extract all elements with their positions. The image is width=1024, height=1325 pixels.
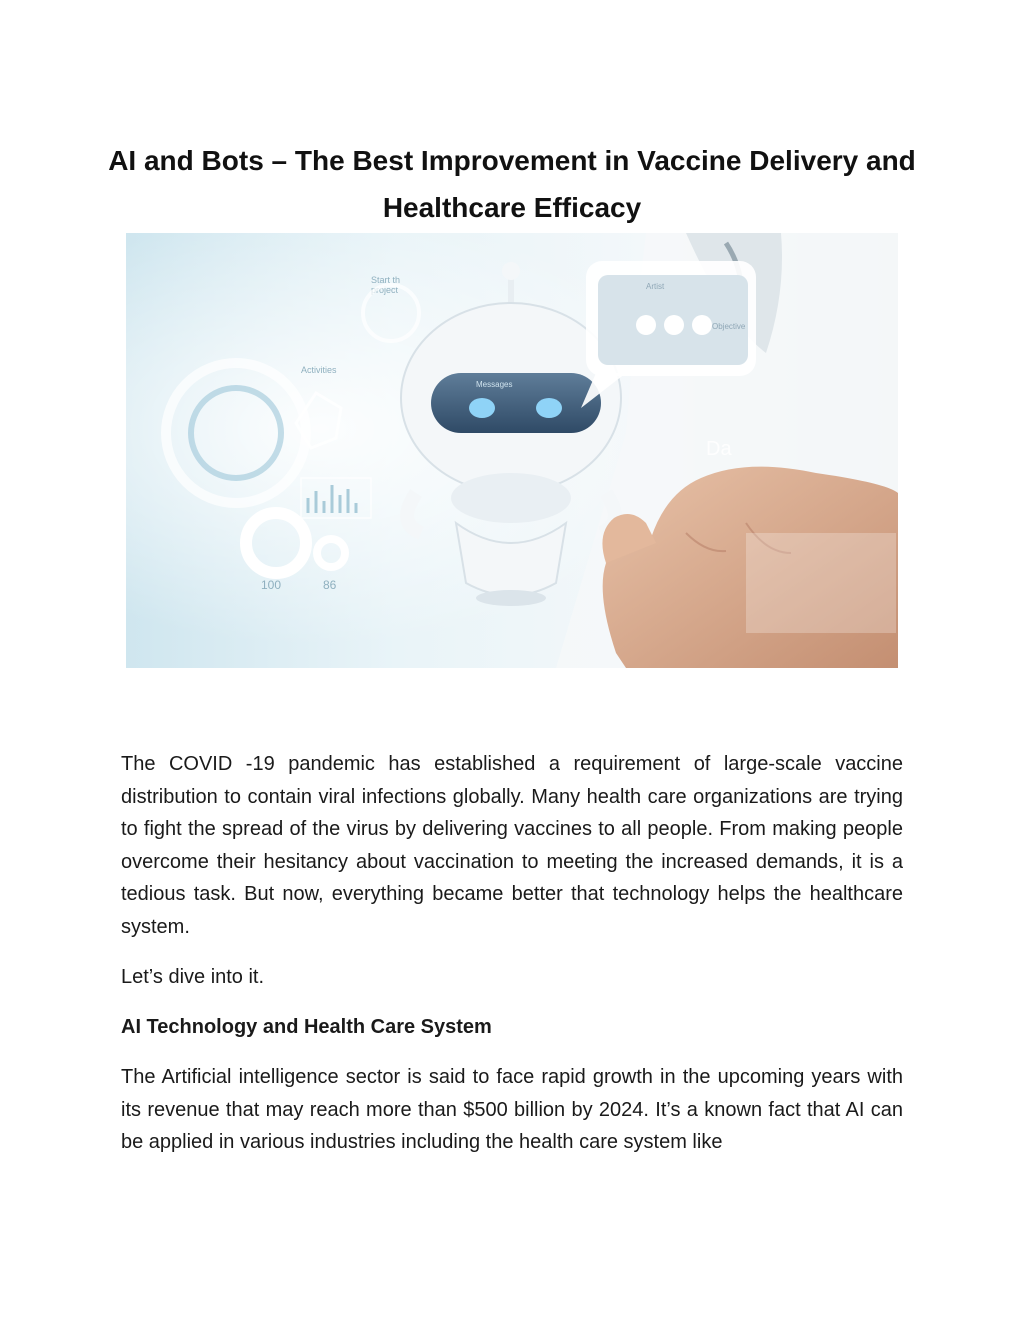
article-title: AI and Bots – The Best Improvement in Vaccine Delivery and Healthcare Efficacy	[108, 144, 916, 223]
hud-activities-label: Activities	[301, 365, 337, 375]
hero-image	[126, 233, 898, 668]
dive-paragraph: Let’s dive into it.	[121, 966, 265, 988]
hud-da-label: Da	[706, 438, 732, 460]
gauge-right-label: 86	[323, 578, 337, 592]
hud-artist-label: Artist	[646, 282, 665, 291]
section-heading: AI Technology and Health Care System	[121, 1016, 492, 1038]
gauge-left-label: 100	[261, 578, 282, 592]
section-paragraph: The Artificial intelligence sector is said to face rapid growth in the upcoming years with its revenue that may reach more than $500 billion by 2024. It’s a known fact that AI can be applied in various industries including the health care system like	[121, 1066, 903, 1153]
hud-objective-label: Objective	[712, 322, 746, 331]
hud-start-label: Start th	[371, 275, 401, 285]
hero-illustration	[126, 233, 898, 668]
intro-paragraph: The COVID -19 pandemic has established a requirement of large-scale vaccine distribution to contain viral infections globally. Many health care organizations are trying to fight the spread of the virus by delivering vaccines to all people. From making people overcome their hesitancy about vaccination to meeting the increased demands, it is a tedious task. But now, everything became better that technology helps the healthcare system.	[121, 753, 903, 938]
hud-messages-label: Messages	[476, 380, 513, 389]
hud-project-label: project	[371, 285, 399, 295]
